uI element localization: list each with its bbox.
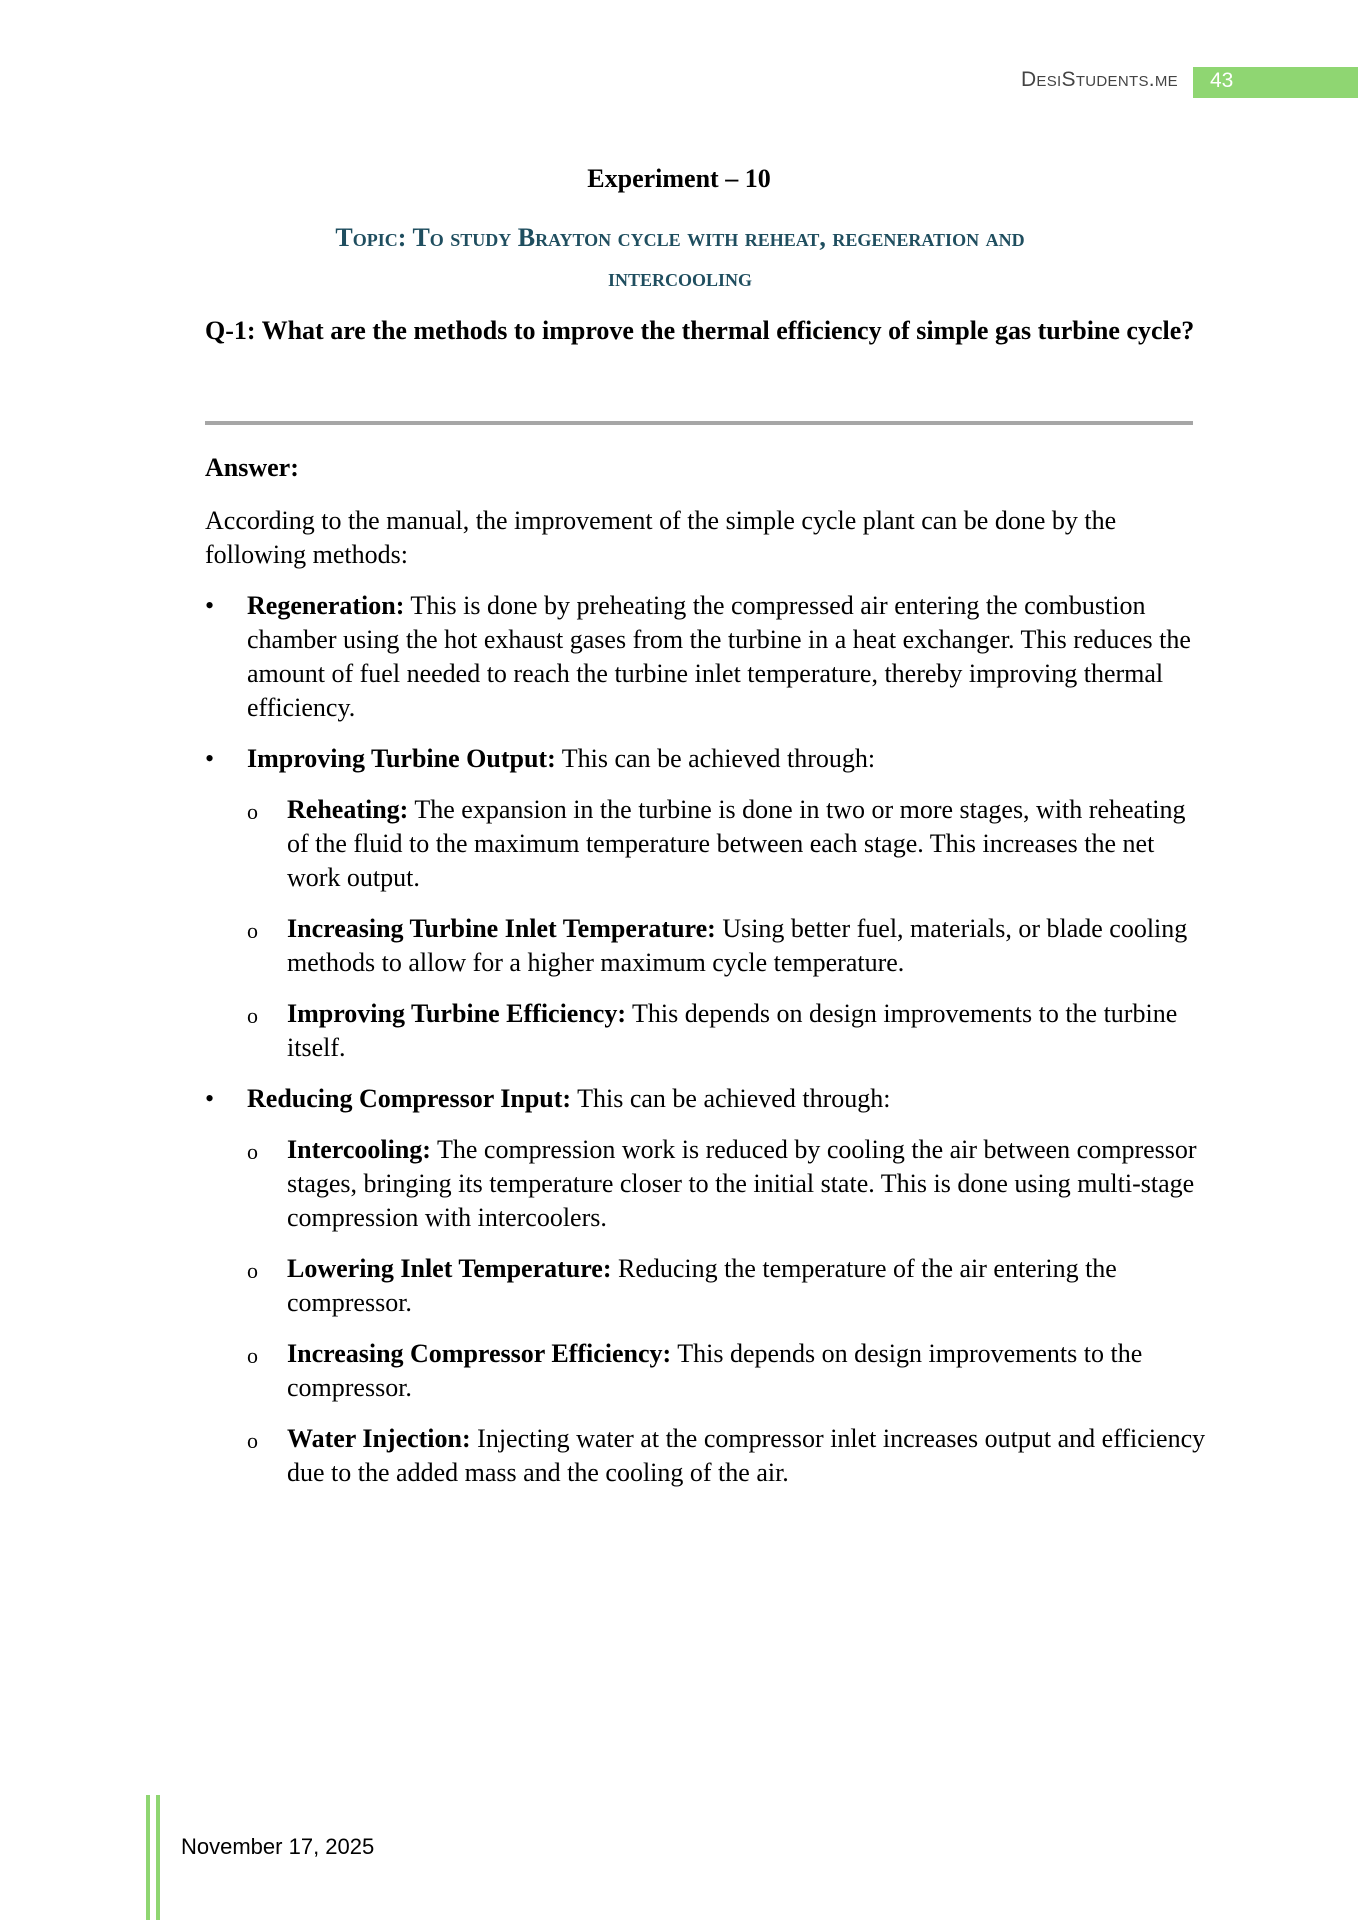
circle-bullet-icon: o (247, 1258, 258, 1283)
sub-item-lowering-inlet-temp (205, 1252, 1209, 1320)
item-title: Reducing Compressor Input: (247, 1084, 572, 1113)
sub-list (247, 793, 1205, 1065)
sub-item-water-injection (205, 1422, 1209, 1490)
topic-line-2: intercooling (607, 263, 753, 292)
circle-bullet-icon: o (247, 1428, 258, 1453)
divider (205, 421, 1193, 425)
circle-bullet-icon: o (247, 1139, 258, 1164)
topic-line-1: Topic: To study Brayton cycle with reheat, regeneration and (335, 223, 1025, 252)
circle-bullet-icon: o (247, 799, 258, 824)
answer-body (205, 504, 1205, 1507)
list-item-regeneration (205, 589, 1205, 725)
footer-date: November 17, 2025 (181, 1834, 375, 1859)
page-number-box (1193, 67, 1358, 98)
accent-bar (156, 1795, 160, 1920)
item-text: This can be achieved through: (555, 744, 876, 773)
sub-item-text: Reducing the temperature of the air entering the compressor. (287, 1254, 1117, 1317)
sub-list (247, 1133, 1205, 1490)
intro-paragraph: According to the manual, the improvement of the simple cycle plant can be done by the following methods: (205, 506, 1117, 569)
sub-item-title: Intercooling: (287, 1135, 431, 1164)
item-title: Regeneration: (247, 591, 405, 620)
item-text: This is done by preheating the compressed air entering the combustion chamber using the hot exhaust gases from the turbine in a heat exchanger. This reduces the amount of fuel needed to reach the turbine inlet temperature, thereby improving thermal efficiency. (247, 591, 1191, 722)
sub-item-compressor-efficiency (205, 1337, 1209, 1405)
circle-bullet-icon: o (247, 918, 258, 943)
sub-item-reheating (205, 793, 1209, 895)
circle-bullet-icon: o (247, 1003, 258, 1028)
topic-heading (190, 218, 1170, 298)
circle-bullet-icon: o (247, 1343, 258, 1368)
bullet-icon: • (205, 591, 215, 620)
sub-item-text: The compression work is reduced by cooling the air between compressor stages, bringing its temperature closer to the initial state. This is done using multi-stage compression with intercoolers. (287, 1135, 1197, 1232)
sub-item-title: Increasing Turbine Inlet Temperature: (287, 914, 716, 943)
sub-item-intercooling (205, 1133, 1209, 1235)
sub-item-title: Improving Turbine Efficiency: (287, 999, 627, 1028)
sub-item-text: This depends on design improvements to the compressor. (287, 1339, 1143, 1402)
site-name: DesiStudents.me (1020, 68, 1178, 91)
page-number: 43 (1210, 69, 1234, 92)
sub-item-title: Increasing Compressor Efficiency: (287, 1339, 672, 1368)
bullet-icon: • (205, 1084, 215, 1113)
item-title: Improving Turbine Output: (247, 744, 556, 773)
sub-item-title: Lowering Inlet Temperature: (287, 1254, 612, 1283)
list-item-turbine-output (205, 742, 1205, 1065)
sub-item-title: Water Injection: (287, 1424, 471, 1453)
answer-label: Answer: (205, 453, 299, 482)
question-text: Q-1: What are the methods to improve the thermal efficiency of simple gas turbine cycle? (205, 316, 1195, 345)
bullet-icon: • (205, 744, 215, 773)
sub-item-text: This depends on design improvements to the turbine itself. (287, 999, 1178, 1062)
sub-item-title: Reheating: (287, 795, 409, 824)
accent-bar (146, 1795, 150, 1920)
sub-item-text: The expansion in the turbine is done in two or more stages, with reheating of the fluid to the maximum temperature between each stage. This increases the net work output. (287, 795, 1186, 892)
list-item-compressor-input (205, 1082, 1205, 1490)
footer-accent-bars (146, 1795, 162, 1920)
experiment-title: Experiment – 10 (587, 164, 771, 193)
methods-list (205, 589, 1205, 1490)
sub-item-text: Injecting water at the compressor inlet increases output and efficiency due to the added mass and the cooling of the air. (287, 1424, 1206, 1487)
sub-item-text: Using better fuel, materials, or blade cooling methods to allow for a higher maximum cycle temperature. (287, 914, 1188, 977)
sub-item-inlet-temp (205, 912, 1209, 980)
item-text: This can be achieved through: (571, 1084, 891, 1113)
sub-item-turbine-efficiency (205, 997, 1209, 1065)
